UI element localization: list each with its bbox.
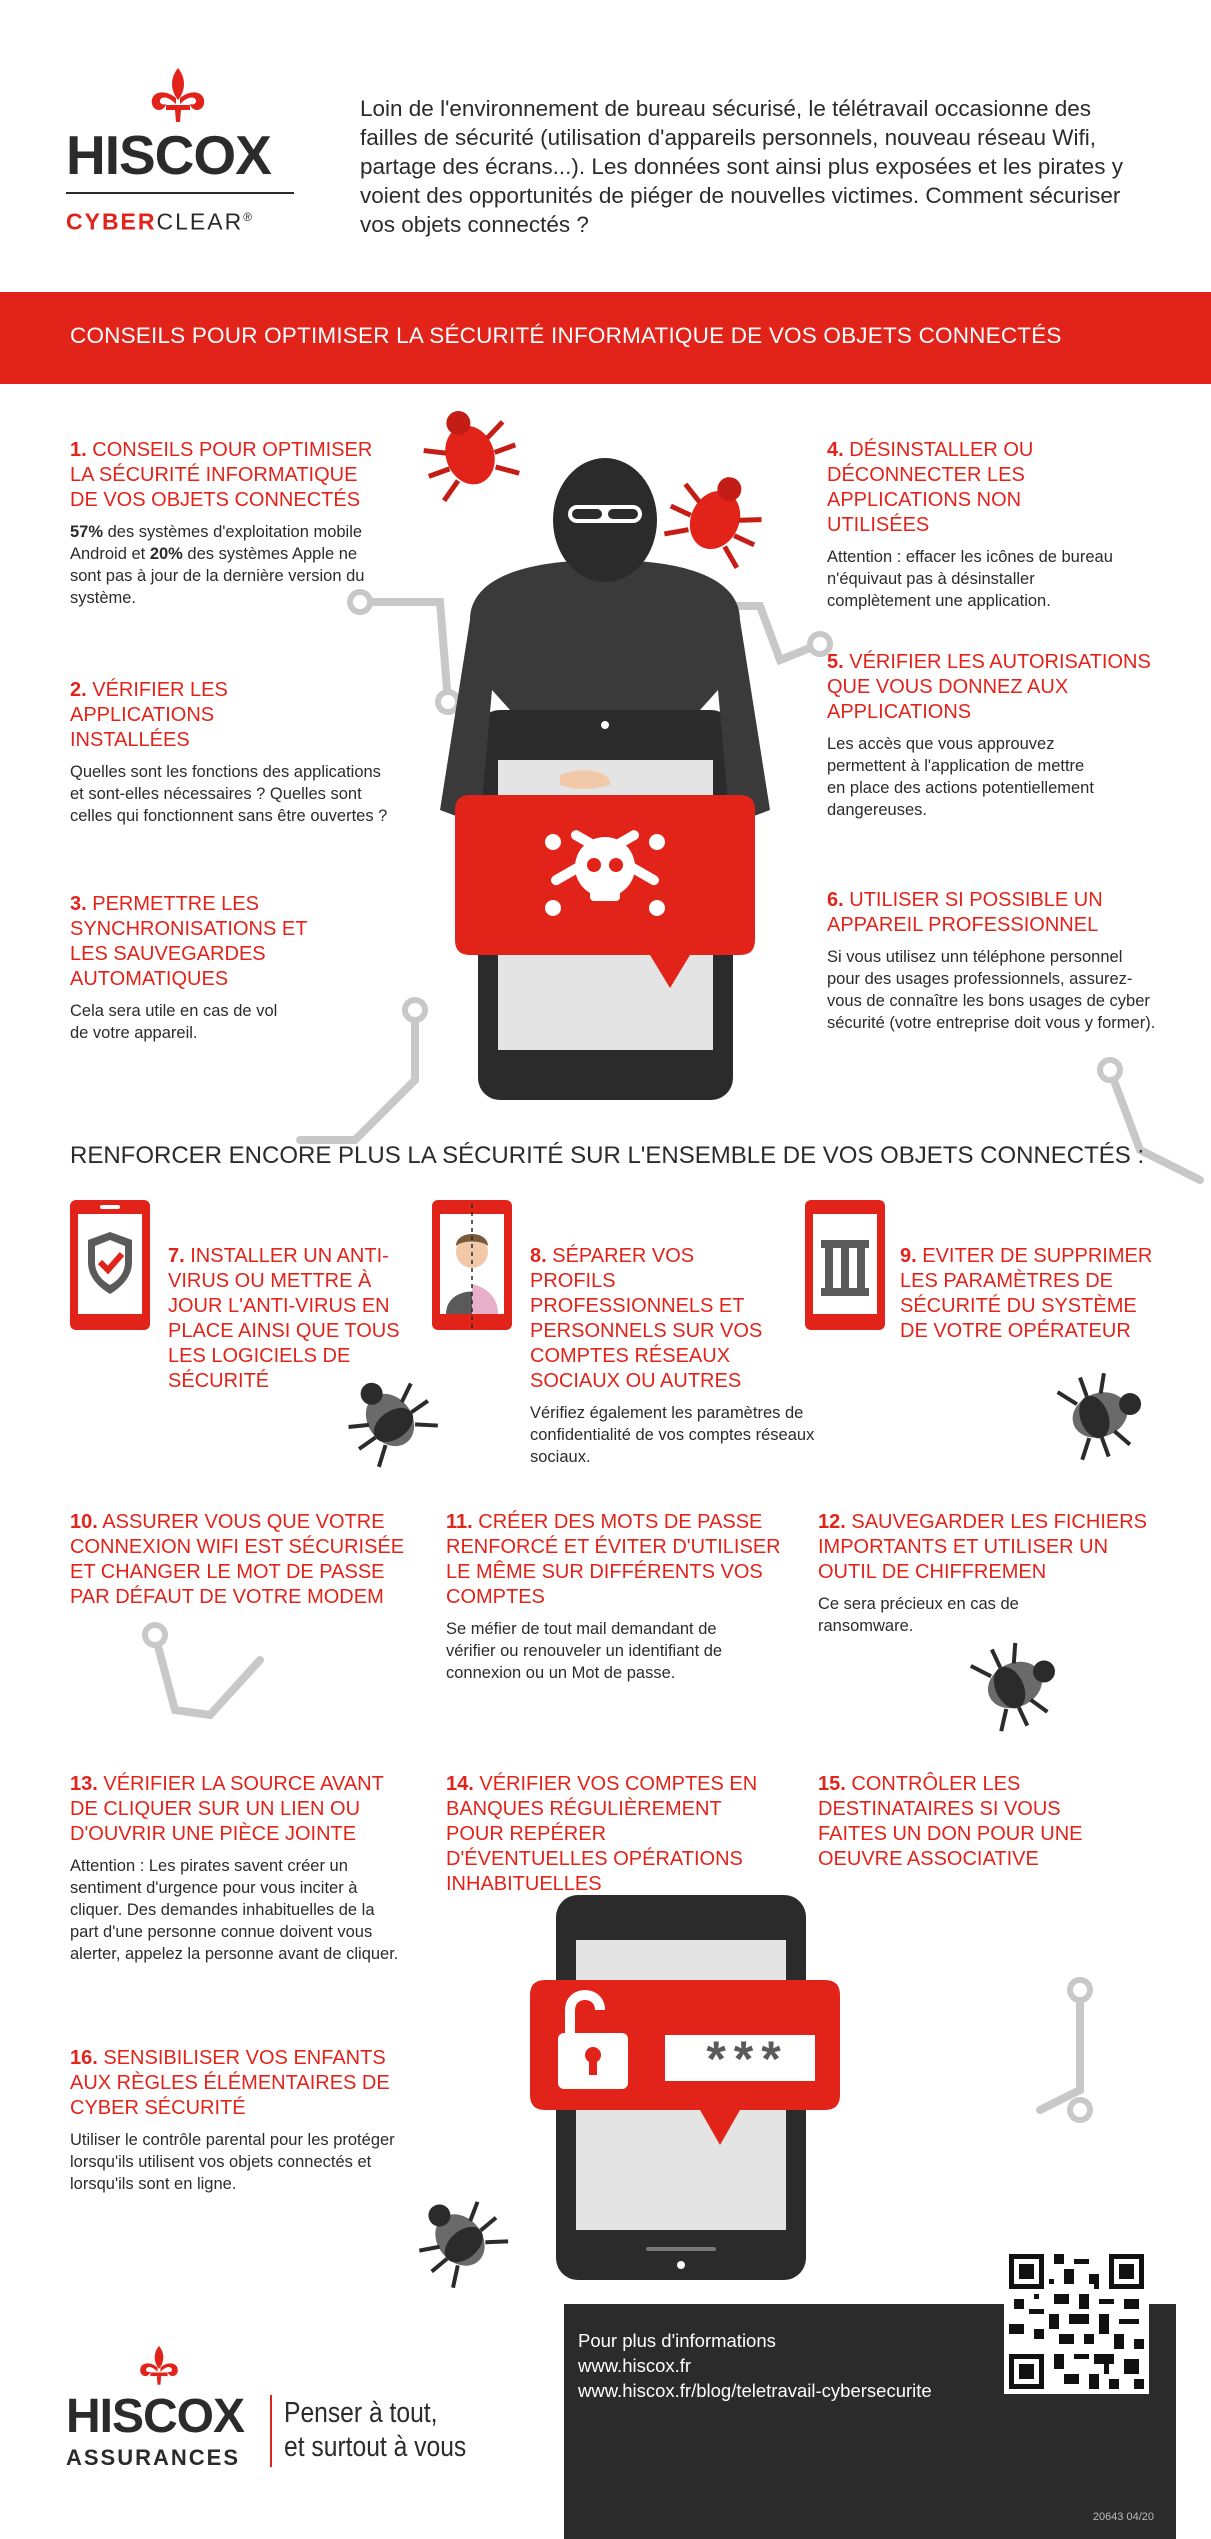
qr-code-icon[interactable] xyxy=(1004,2249,1149,2394)
shield-phone-icon xyxy=(70,1200,150,1330)
logo-divider xyxy=(66,192,294,194)
tip-14: 14. VÉRIFIER VOS COMPTES EN BANQUES RÉGULIÈREMENT POUR REPÉRER D'ÉVENTUELLES OPÉRATIONS INHABITUELLES xyxy=(446,1773,758,1895)
tip-2: 2. VÉRIFIER LES APPLICATIONS INSTALLÉES Quelles sont les fonctions des applications et sont-elles nécessaires ? Quelles sont celles qui fonctionnent sans être ouvertes ? xyxy=(70,679,388,825)
hiscox-cyberclear-logo xyxy=(66,68,306,243)
document-code: 20643 04/20 xyxy=(1092,2511,1154,2523)
footer-brand-wordmark: HISCOX xyxy=(66,2390,245,2443)
red-bug-icon xyxy=(659,459,776,570)
tip-8: 8. SÉPARER VOS PROFILS PROFESSIONNELS ET PERSONNELS SUR VOS COMPTES RÉSEAUX SOCIAUX OU AUTRES Vérifiez également les paramètres de confidentialité de vos comptes réseaux sociaux. xyxy=(530,1245,815,1466)
padlock-phone-illustration xyxy=(530,1895,860,2280)
section-banner xyxy=(0,292,1211,384)
fleur-de-lis-icon xyxy=(146,68,210,124)
fleur-de-lis-icon xyxy=(136,2345,182,2387)
tip-9: 9. EVITER DE SUPPRIMER LES PARAMÈTRES DE SÉCURITÉ DU SYSTÈME DE VOTRE OPÉRATEUR xyxy=(900,1245,1153,1342)
red-bug-icon xyxy=(411,396,525,503)
operator-phone-icon xyxy=(805,1200,885,1330)
product-wordmark: CYBERCLEAR® xyxy=(66,208,255,235)
profile-phone-icon xyxy=(432,1200,512,1330)
tip-4: 4. DÉSINSTALLER OU DÉCONNECTER LES APPLICATIONS NON UTILISÉES Attention : effacer les icônes de bureau n'équivaut pas à désinstaller complètement une application. xyxy=(827,439,1113,610)
tip-7: 7. INSTALLER UN ANTI-VIRUS OU METTRE À JOUR L'ANTI-VIRUS EN PLACE AINSI QUE TOUS LES LOGICIELS DE SÉCURITÉ xyxy=(168,1245,400,1392)
footer-info: Pour plus d'informations www.hiscox.fr www.hiscox.fr/blog/teletravail-cybersecurite xyxy=(578,2330,932,2401)
grey-bug-icon xyxy=(400,2180,513,2291)
section2-title: RENFORCER ENCORE PLUS LA SÉCURITÉ SUR L'ENSEMBLE DE VOS OBJETS CONNECTÉS : xyxy=(70,1142,1145,1169)
footer-brand-sub: ASSURANCES xyxy=(66,2445,241,2470)
tip-10: 10. ASSURER VOUS QUE VOTRE CONNEXION WIFI EST SÉCURISÉE ET CHANGER LE MOT DE PASSE PAR DÉFAUT DE VOTRE MODEM xyxy=(70,1511,405,1608)
tip-3: 3. PERMETTRE LES SYNCHRONISATIONS ET LES SAUVEGARDES AUTOMATIQUES Cela sera utile en cas de vol de votre appareil. xyxy=(70,893,308,1042)
footer-divider xyxy=(270,2395,272,2467)
banner-title: CONSEILS POUR OPTIMISER LA SÉCURITÉ INFORMATIQUE DE VOS OBJETS CONNECTÉS xyxy=(70,323,1062,348)
tip-13: 13. VÉRIFIER LA SOURCE AVANT DE CLIQUER SUR UN LIEN OU D'OUVRIR UNE PIÈCE JOINTE Attention : Les pirates savent créer un sentiment d'urgence pour vous inciter à cliquer. Des demandes inhabituelles de la part d'une personne connue doivent vous alerter, appelez la personne avant de cliquer. xyxy=(70,1773,399,1963)
footer-slogan: Penser à tout, et surtout à vous xyxy=(284,2397,467,2463)
hiscox-assurances-logo xyxy=(66,2345,266,2470)
password-mask: *** xyxy=(706,2031,789,2087)
grey-bug-icon xyxy=(968,1629,1071,1737)
brand-wordmark: HISCOX xyxy=(66,124,271,186)
grey-bug-icon xyxy=(331,1361,443,1471)
footer-link-1[interactable]: www.hiscox.fr xyxy=(578,2355,692,2376)
tip-1: 1. CONSEILS POUR OPTIMISER LA SÉCURITÉ INFORMATIQUE DE VOS OBJETS CONNECTÉS 57% des systèmes d'exploitation mobile Android et 20% des systèmes Apple ne sont pas à jour de la dernière version du système. xyxy=(70,439,373,607)
intro-paragraph: Loin de l'environnement de bureau sécurisé, le télétravail occasionne des failles de sécurité (utilisation d'appareils personnels, nouveau réseau Wifi, partage des écrans...). Les données sont ainsi plus exposées et les pirates y voient des opportunités de piéger de nouvelles victimes. Comment sécuriser vos objets connectés ? xyxy=(360,96,1123,237)
tip-11: 11. CRÉER DES MOTS DE PASSE RENFORCÉ ET ÉVITER D'UTILISER LE MÊME SUR DIFFÉRENTS VOS COMPTES Se méfier de tout mail demandant de vérifier ou renouveler un identifiant de connexion ou un Mot de passe. xyxy=(446,1511,781,1682)
tip-5: 5. VÉRIFIER LES AUTORISATIONS QUE VOUS DONNEZ AUX APPLICATIONS Les accès que vous approuvez permettent à l'application de mettre en place des actions potentiellement dangereuses. xyxy=(827,651,1151,819)
grey-bug-icon xyxy=(1056,1361,1155,1466)
tip-16: 16. SENSIBILISER VOS ENFANTS AUX RÈGLES ÉLÉMENTAIRES DE CYBER SÉCURITÉ Utiliser le contrôle parental pour les protéger lorsqu'ils utilisent vos objets connectés et lorsqu'ils sont en ligne. xyxy=(70,2047,395,2193)
footer-link-2[interactable]: www.hiscox.fr/blog/teletravail-cybersecurite xyxy=(578,2380,932,2401)
tip-15: 15. CONTRÔLER LES DESTINATAIRES SI VOUS FAITES UN DON POUR UNE OEUVRE ASSOCIATIVE xyxy=(818,1773,1083,1870)
tip-12: 12. SAUVEGARDER LES FICHIERS IMPORTANTS ET UTILISER UN OUTIL DE CHIFFREMEN Ce sera précieux en cas de ransomware. xyxy=(818,1511,1147,1635)
tip-6: 6. UTILISER SI POSSIBLE UN APPAREIL PROFESSIONNEL Si vous utilisez unn téléphone personnel pour des usages professionnels, assurez-vous de connaître les bons usages de cyber sécurité (votre entreprise doit vous y former). xyxy=(827,889,1156,1032)
